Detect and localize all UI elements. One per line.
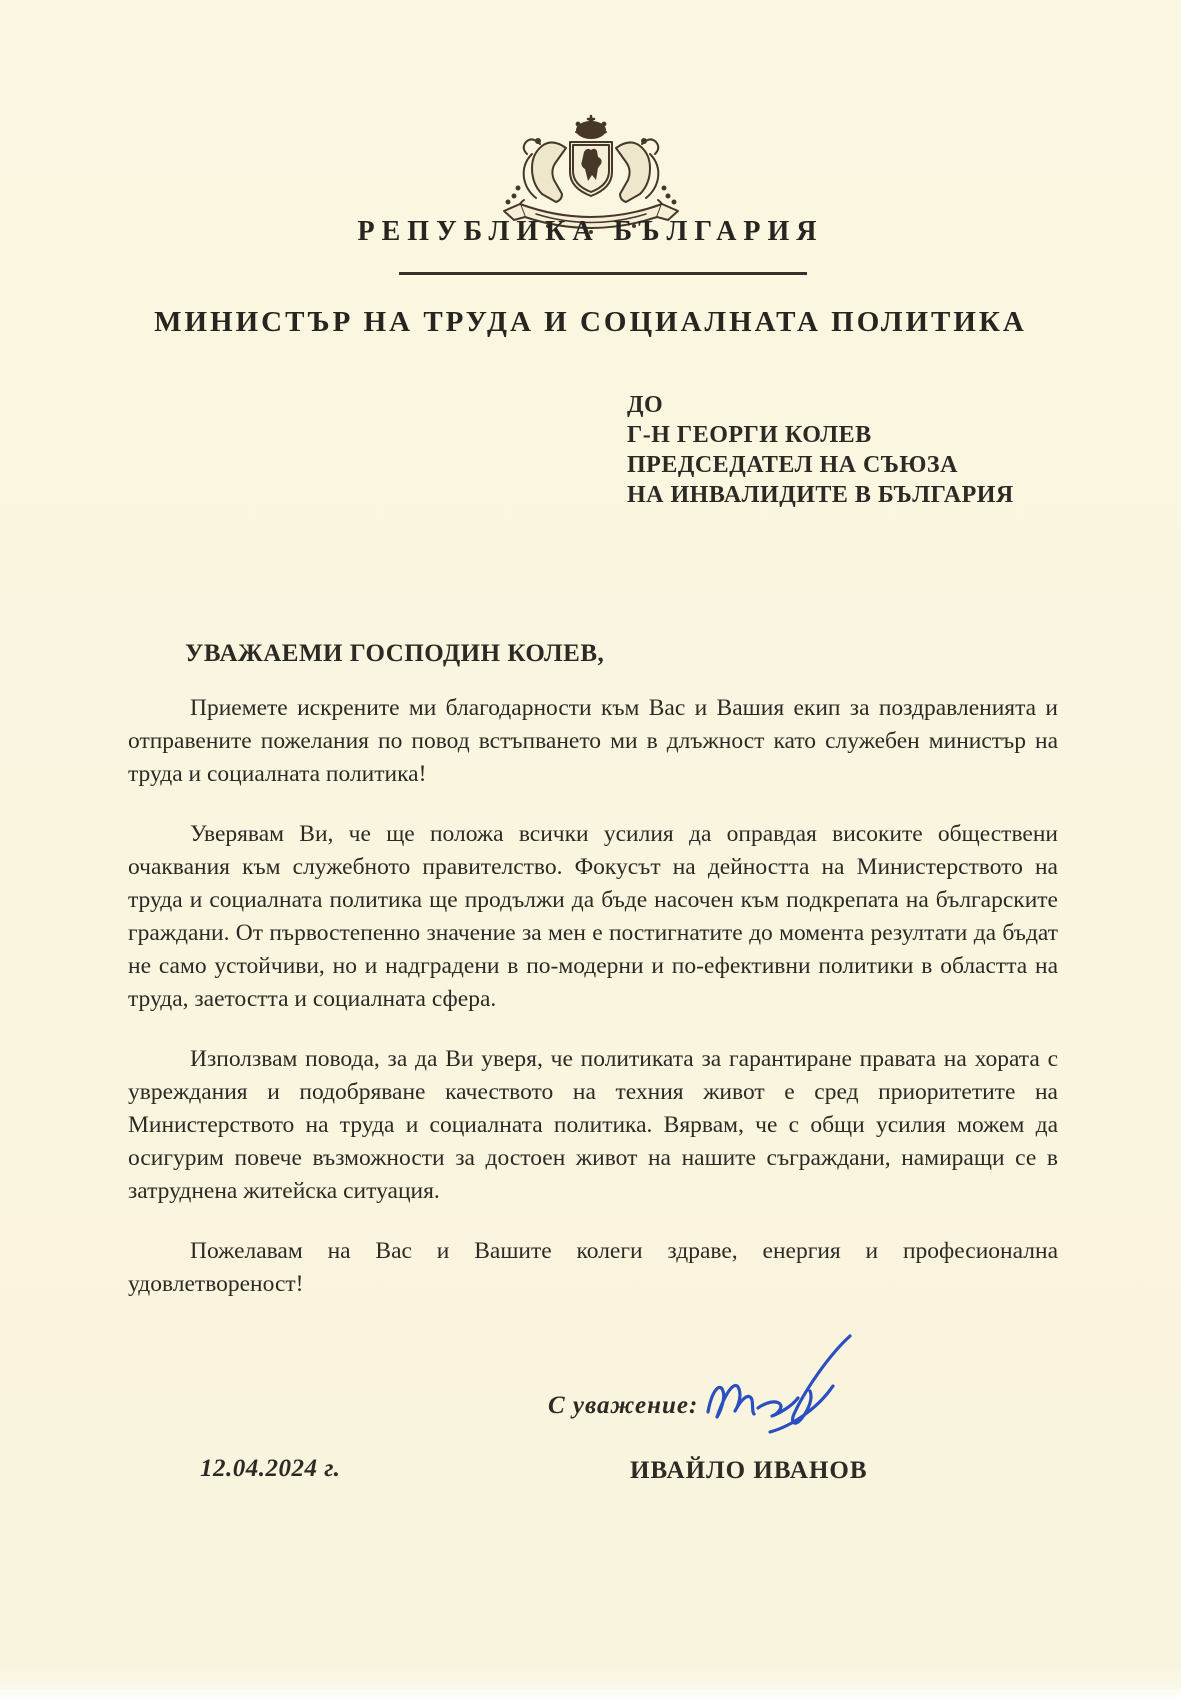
shield (570, 142, 612, 196)
left-supporter-lion (519, 138, 566, 210)
right-supporter-lion (616, 138, 663, 210)
signer-name: ИВАЙЛО ИВАНОВ (630, 1457, 868, 1484)
paragraph-2: Уверявам Ви, че ще положа всички усилия да оправдая високите обществени очаквания към служебното правителство. Фокусът на дейността на Министерството на труда и социалната политика ще продължи да бъде насочен към подкрепата на българските граждани. От първостепенно значение за мен е постигнатите до момента резултати да бъдат не само устойчиви, но и надградени в по-модерни и по-ефективни политики в областта на труда, заетостта и социалната сфера. (128, 821, 1058, 1012)
handwritten-signature (700, 1328, 880, 1443)
paragraph-3: Използвам повода, за да Ви уверя, че политиката за гарантиране правата на хората с увреждания и подобряване качеството на техния живот е сред приоритетите на Министерството на труда и социалната политика. Вярвам, че с общи усилия можем да осигурим повече възможности за достоен живот на нашите съграждани, намиращи се в затруднена житейска ситуация. (128, 1046, 1058, 1204)
letter-body (128, 640, 1058, 1328)
recipient-title-line-2: НА ИНВАЛИДИТЕ В БЪЛГАРИЯ (627, 482, 1014, 508)
valediction: С уважение: (548, 1392, 699, 1419)
salutation: УВАЖАЕМИ ГОСПОДИН КОЛЕВ, (185, 640, 605, 667)
recipient-to-label: ДО (627, 392, 664, 418)
paragraph-1: Приемете искрените ми благодарности към Вас и Вашия екип за поздравленията и отправените пожелания по повод встъпването ми в длъжност като служебен министър на труда и социалната политика! (128, 695, 1058, 787)
title-divider (399, 272, 807, 275)
country-title: РЕПУБЛИКА БЪЛГАРИЯ (357, 216, 824, 247)
letter-date: 12.04.2024 г. (200, 1455, 341, 1482)
scan-edge (0, 1690, 1181, 1697)
office-title: МИНИСТЪР НА ТРУДА И СОЦИАЛНАТА ПОЛИТИКА (154, 306, 1027, 338)
recipient-title-line-1: ПРЕДСЕДАТЕЛ НА СЪЮЗА (627, 452, 958, 478)
crown (575, 116, 606, 139)
recipient-name: Г-Н ГЕОРГИ КОЛЕВ (627, 422, 872, 448)
paragraph-4: Пожелавам на Вас и Вашите колеги здраве, енергия и професионална удовлетвореност! (128, 1238, 1058, 1297)
recipient-block (627, 390, 1014, 510)
